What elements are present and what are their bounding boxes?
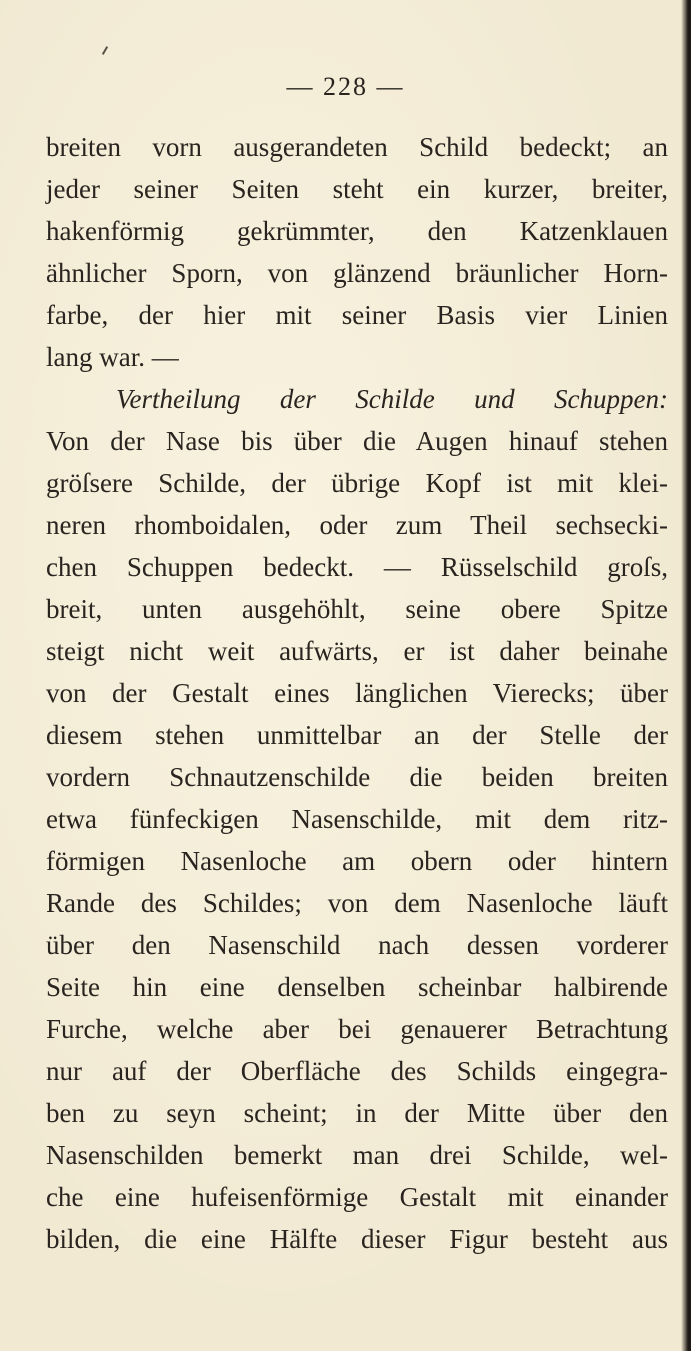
text-line: nur auf der Oberfläche des Schilds eingegra- xyxy=(46,1056,668,1086)
book-spine-edge xyxy=(681,0,691,1351)
text-line: ben zu seyn scheint; in der Mitte über den xyxy=(46,1098,668,1128)
text-line: farbe, der hier mit seiner Basis vier Linien xyxy=(46,300,668,330)
text-line: Seite hin eine denselben scheinbar halbirende xyxy=(46,972,668,1002)
text-line: vordern Schnautzenschilde die beiden breiten xyxy=(46,762,668,792)
text-line: Furche, welche aber bei genauerer Betrachtung xyxy=(46,1014,668,1044)
text-line: ähnlicher Sporn, von glänzend bräunlicher Horn- xyxy=(46,258,668,288)
text-line: bilden, die eine Hälfte dieser Figur besteht aus xyxy=(46,1224,668,1254)
text-line: über den Nasenschild nach dessen vorderer xyxy=(46,930,668,960)
text-line: che eine hufeisenförmige Gestalt mit einander xyxy=(46,1182,668,1212)
text-line: förmigen Nasenloche am obern oder hintern xyxy=(46,846,668,876)
section-heading: Vertheilung der Schilde und Schuppen: xyxy=(116,384,668,414)
text-line: neren rhomboidalen, oder zum Theil sechsecki- xyxy=(46,510,668,540)
text-line: diesem stehen unmittelbar an der Stelle der xyxy=(46,720,668,750)
text-line: von der Gestalt eines länglichen Vierecks; über xyxy=(46,678,668,708)
text-line: gröſsere Schilde, der übrige Kopf ist mit klei- xyxy=(46,468,668,498)
ink-speck xyxy=(102,46,108,55)
text-line: breit, unten ausgehöhlt, seine obere Spitze xyxy=(46,594,668,624)
text-line: Von der Nase bis über die Augen hinauf stehen xyxy=(46,426,668,456)
text-line: lang war. — xyxy=(46,342,179,372)
text-line: jeder seiner Seiten steht ein kurzer, breiter, xyxy=(46,174,668,204)
text-line: steigt nicht weit aufwärts, er ist daher beinahe xyxy=(46,636,668,666)
text-line: hakenförmig gekrümmter, den Katzenklauen xyxy=(46,216,668,246)
text-line: Nasenschilden bemerkt man drei Schilde, wel- xyxy=(46,1140,668,1170)
text-line: breiten vorn ausgerandeten Schild bedeckt; an xyxy=(46,132,668,162)
text-line: Rande des Schildes; von dem Nasenloche läuft xyxy=(46,888,668,918)
text-line: chen Schuppen bedeckt. — Rüsselschild groſs, xyxy=(46,552,668,582)
page-number: — 228 — xyxy=(286,72,405,101)
body-text xyxy=(46,126,668,1260)
text-line: etwa fünfeckigen Nasenschilde, mit dem ritz- xyxy=(46,804,668,834)
